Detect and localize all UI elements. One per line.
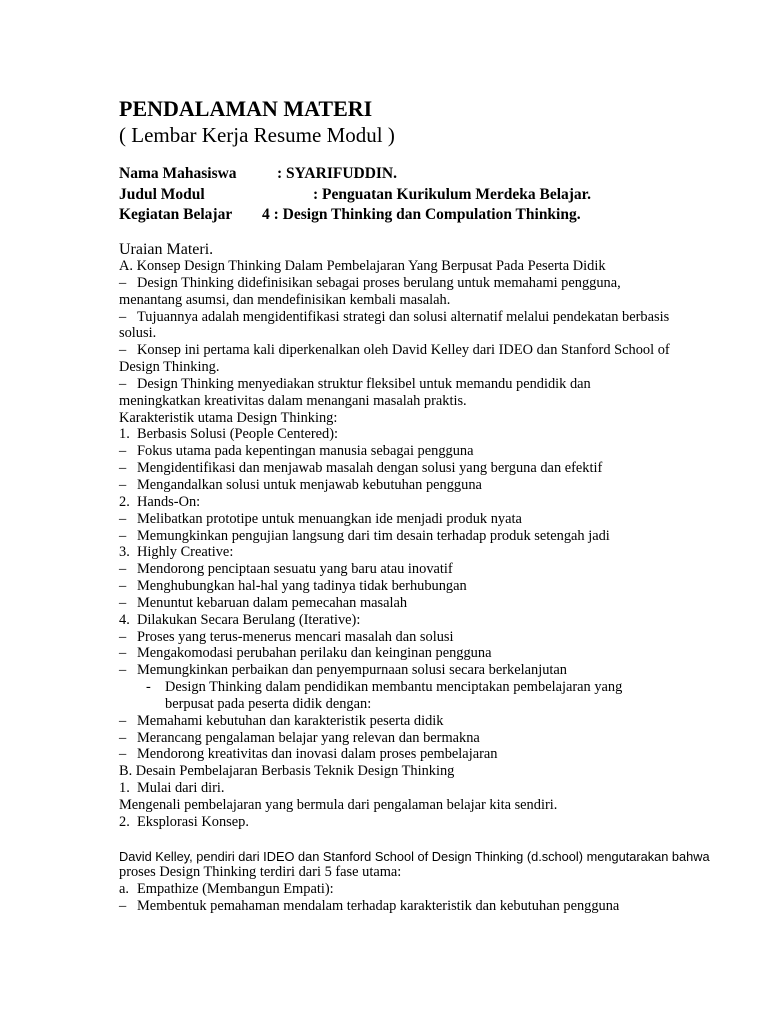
list-marker: –: [119, 662, 127, 679]
list-marker: 2.: [119, 813, 130, 830]
list-marker: –: [119, 510, 127, 527]
list-marker: –: [119, 628, 127, 645]
list-marker: –: [119, 578, 127, 595]
page-subtitle: ( Lembar Kerja Resume Modul ): [119, 123, 395, 147]
line-text: Karakteristik utama Design Thinking:: [119, 409, 338, 426]
list-marker: –: [119, 274, 127, 291]
line-text: Design Thinking dalam pendidikan membantu menciptakan pembelajaran yang: [165, 679, 623, 696]
line-text: Konsep ini pertama kali diperkenalkan oleh David Kelley dari IDEO dan Stanford School of: [137, 342, 670, 359]
line-text: solusi.: [119, 325, 157, 342]
list-marker: –: [119, 645, 127, 662]
text-line: [119, 410, 719, 427]
line-text: B. Desain Pembelajaran Berbasis Teknik Design Thinking: [119, 763, 455, 780]
text-line: [119, 359, 719, 376]
text-line: [119, 561, 719, 578]
text-line: [119, 679, 719, 696]
list-marker: –: [119, 527, 127, 544]
list-marker: –: [119, 476, 127, 493]
text-line: [119, 393, 719, 410]
line-text: menantang asumsi, dan mendefinisikan kembali masalah.: [119, 291, 451, 308]
line-text: Mengenali pembelajaran yang bermula dari pengalaman belajar kita sendiri.: [119, 797, 558, 813]
text-line: [119, 342, 719, 359]
line-text: Mulai dari diri.: [137, 780, 225, 797]
list-marker: –: [119, 594, 127, 611]
list-marker: 3.: [119, 544, 130, 561]
line-text: Mengidentifikasi dan menjawab masalah dengan solusi yang berguna dan efektif: [137, 460, 603, 477]
line-text: Fokus utama pada kepentingan manusia sebagai pengguna: [137, 443, 474, 460]
body-text-continued: [119, 864, 719, 915]
line-text: Mengandalkan solusi untuk menjawab kebutuhan pengguna: [137, 476, 482, 493]
text-line: [119, 325, 719, 342]
line-text: berpusat pada peserta didik dengan:: [165, 695, 372, 712]
line-text: Melibatkan prototipe untuk menuangkan ide menjadi produk nyata: [137, 510, 522, 527]
text-line: [119, 511, 719, 528]
text-line: [119, 662, 719, 679]
text-line: [119, 864, 719, 881]
line-text: Memahami kebutuhan dan karakteristik peserta didik: [137, 712, 444, 729]
meta-judul-label: Judul Modul: [119, 186, 205, 203]
text-line: [119, 275, 719, 292]
line-text: Dilakukan Secara Berulang (Iterative):: [137, 611, 361, 628]
line-text: Design Thinking didefinisikan sebagai proses berulang untuk memahami pengguna,: [137, 274, 621, 291]
list-marker: 2.: [119, 493, 130, 510]
line-text: Memungkinkan perbaikan dan penyempurnaan solusi secara berkelanjutan: [137, 662, 567, 679]
line-text: Design Thinking menyediakan struktur fleksibel untuk memandu pendidik dan: [137, 375, 591, 392]
text-line: [119, 544, 719, 561]
text-line: [119, 443, 719, 460]
list-marker: –: [119, 375, 127, 392]
text-line: [119, 763, 719, 780]
text-line: [119, 309, 719, 326]
line-text: Menghubungkan hal-hal yang tadinya tidak berhubungan: [137, 578, 467, 595]
body-text: [119, 258, 719, 831]
page-title: PENDALAMAN MATERI: [119, 96, 373, 121]
text-line: [119, 645, 719, 662]
line-text: Design Thinking.: [119, 359, 220, 376]
sans-paragraph-line: David Kelley, pendiri dari IDEO dan Stanford School of Design Thinking (d.school) mengutarakan bahwa: [119, 849, 710, 864]
list-marker: –: [119, 443, 127, 460]
line-text: Empathize (Membangun Empati):: [137, 880, 334, 897]
text-line: [119, 426, 719, 443]
line-text: Mendorong kreativitas dan inovasi dalam proses pembelajaran: [137, 746, 498, 763]
text-line: [119, 528, 719, 545]
text-line: [119, 292, 719, 309]
text-line: [119, 376, 719, 393]
meta-kegiatan-label: Kegiatan Belajar: [119, 206, 233, 223]
text-line: [119, 797, 719, 814]
list-marker: –: [119, 308, 127, 325]
list-marker: –: [119, 712, 127, 729]
line-text: Eksplorasi Konsep.: [137, 813, 249, 830]
line-text: A. Konsep Design Thinking Dalam Pembelajaran Yang Berpusat Pada Peserta Didik: [119, 258, 606, 274]
line-text: meningkatkan kreativitas dalam menangani masalah praktis.: [119, 392, 467, 409]
line-text: Membentuk pemahaman mendalam terhadap karakteristik dan kebutuhan pengguna: [137, 897, 620, 914]
text-line: [119, 814, 719, 831]
list-marker: 4.: [119, 611, 130, 628]
text-line: [119, 881, 719, 898]
section-heading-uraian: Uraian Materi.: [119, 241, 214, 258]
list-marker: 1.: [119, 426, 130, 443]
list-marker: –: [119, 561, 127, 578]
line-text: Highly Creative:: [137, 544, 234, 561]
text-line: [119, 696, 719, 713]
meta-judul-value: : Penguatan Kurikulum Merdeka Belajar.: [313, 186, 592, 203]
meta-kegiatan-value: 4 : Design Thinking dan Compulation Thinking.: [262, 206, 581, 223]
list-marker: –: [119, 729, 127, 746]
text-line: [119, 746, 719, 763]
list-marker: –: [119, 342, 127, 359]
text-line: [119, 629, 719, 646]
text-line: [119, 595, 719, 612]
line-text: proses Design Thinking terdiri dari 5 fase utama:: [119, 864, 402, 880]
meta-nama-label: Nama Mahasiswa: [119, 165, 237, 182]
text-line: [119, 713, 719, 730]
line-text: Tujuannya adalah mengidentifikasi strategi dan solusi alternatif melalui pendekatan berbasis: [137, 308, 670, 325]
list-marker: 1.: [119, 780, 130, 797]
text-line: [119, 477, 719, 494]
line-text: Hands-On:: [137, 493, 201, 510]
line-text: Proses yang terus-menerus mencari masalah dan solusi: [137, 628, 454, 645]
text-line: [119, 612, 719, 629]
list-marker: –: [119, 746, 127, 763]
text-line: [119, 780, 719, 797]
line-text: Mengakomodasi perubahan perilaku dan keinginan pengguna: [137, 645, 492, 662]
line-text: Mendorong penciptaan sesuatu yang baru atau inovatif: [137, 561, 453, 578]
text-line: [119, 460, 719, 477]
text-line: [119, 578, 719, 595]
list-marker: –: [119, 897, 127, 914]
list-marker: –: [119, 460, 127, 477]
line-text: Menuntut kebaruan dalam pemecahan masalah: [137, 594, 408, 611]
text-line: [119, 730, 719, 747]
text-line: [119, 494, 719, 511]
line-text: Berbasis Solusi (People Centered):: [137, 426, 339, 443]
list-marker: -: [146, 679, 151, 696]
text-line: [119, 898, 719, 915]
meta-nama-value: : SYARIFUDDIN.: [277, 165, 397, 182]
line-text: Merancang pengalaman belajar yang relevan dan bermakna: [137, 729, 480, 746]
line-text: Memungkinkan pengujian langsung dari tim desain terhadap produk setengah jadi: [137, 527, 610, 544]
text-line: [119, 258, 719, 275]
list-marker: a.: [119, 880, 129, 897]
